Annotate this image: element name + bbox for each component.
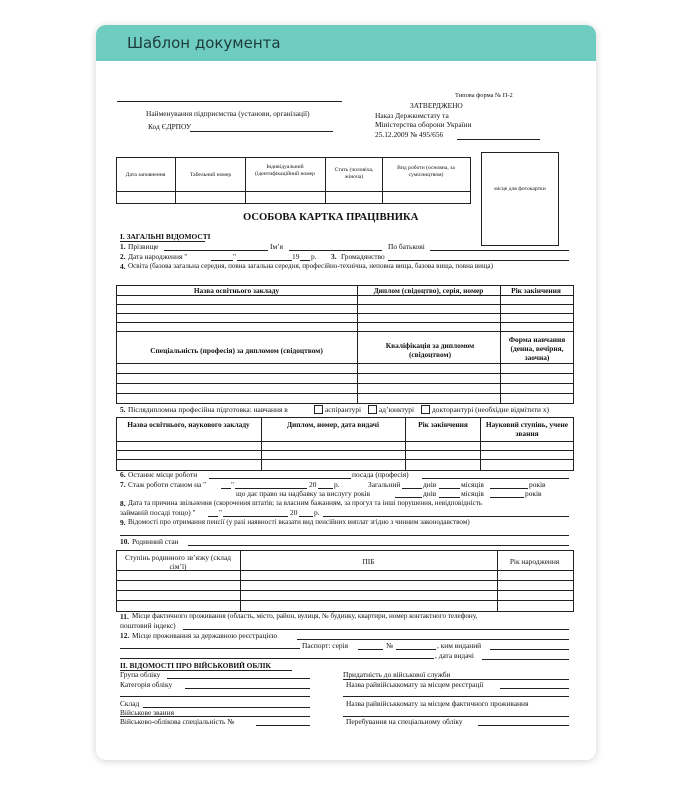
birthdate-label: Дата народження " [128,252,188,261]
top-table-header: Вид роботи (основна, за сумісництвом) [397,165,455,178]
photo-placeholder [481,152,559,246]
name-label: Ім’я [270,242,283,251]
edu-header-qualification: Кваліфікація за дипломом (свідоцтвом) [385,341,475,359]
position-label: посада (професія) [352,470,409,479]
registration-label: Місце проживання за державною реєстрацією [132,631,278,640]
order-line1: Наказ Держкомстату та [375,111,449,120]
adjunktura-label: ад’юнктурі [379,405,415,414]
doktorantura-label: докторантурі (необхідне відмітити х) [432,405,550,414]
fitness-label: Придатність до військової служби [343,670,451,679]
last-job-label: Останнє місце роботи [128,470,198,479]
postgrad-label: Післядипломна професійна підготовка: навчання в [128,405,288,414]
family-header-year: Рік народження [509,557,560,566]
pg-header-diploma: Диплом, номер, дата видачі [286,420,380,429]
top-table-header: Індивідуальний (ідентифікаційний номер [255,164,315,177]
residence-field [183,629,569,630]
edu-header-year: Рік закінчення [511,286,561,295]
order-line3: 25.12.2009 № 495/656 [375,130,444,139]
form-document: Типова форма № П-2 Найменування підприємства (установи, організації) Код ЄДРПОУ ЗАТВЕРДЖЕНО Наказ Держкомстату та Міністерства оборони України 25.12.2009 № 495/656 Дата заповнення Табельний номер Індивідуальний (ідентифікаційний номер Стать (чоловіча, жіноча) Вид роботи (основна, за сумісництвом) місце для фотокартки ОСОБОВА КАРТКА ПРАЦІВНИКА І. ЗАГАЛЬНІ ВІДОМОСТІ 1. Прізвище Ім’я По батькові 2. Дата народження " " 19 р. 3. Громадянство 4. Освіта (базова загальна середня, повна загальна середня, професійно-технічна, неповна вища, базова вища, повна вища) Назва освітнього закладу Диплом (свідоцтво), серія, номер Рік закінчення Спеціальність (професія) за дипломом (свідоцтвом) Кваліфікація за дипломом (свідоцтвом) Форма навчання (денна, вечірня, заочна) 5. Післядипломна професійна підготовка: навчання в аспірантурі ад’юнктурі докторантурі (необхідне відмітити х) Назва освітнього, наукового закладу Диплом, номер, дата видачі Рік закінчення Науковий ступінь, учене звання 6. Останнє місце роботи посада (професія) 7. Стаж роботи станом на " " 20 р. Загальний днів місяців років що дає право на надбавку за вислугу років днів місяців років 8. Дата та причина звільнення (скорочення штатів; за власним бажанням, за прогул та інші порушення, невідповідність займаній посаді тощо) " " 20 р. 9. Відомості про отримання пенсії (у разі наявності вказати вид пенсійних виплат згідно з чинним законодавством) 10. Родинний стан Ступінь родинного зв’язку (склад сім’ї) ПІБ Рік народження 11. Місце фактичного проживання (область, місто, район, вулиця, № будинку, квартири, номер контактного телефону, поштовий індекс) 12. Місце проживання за державною реєстрацією Паспорт: серія № , ким виданий , дата видачі ІІ. ВІДОМОСТІ ПРО ВІЙСЬКОВИЙ ОБЛІК Група обліку Категорія обліку Склад Військове звання Військово-облікова спеціальність № Придатність до військової служби Назва райвійськкомату за місцем реєстрації Назва райвійськкомату за місцем фактичного проживання Перебування на спеціальному обліку [0,0,682,787]
mil-category-label: Категорія обліку [120,680,173,689]
pension-field [120,535,569,536]
special-registry-label: Перебування на спеціальному обліку [346,717,463,726]
pg-header-year: Рік закінчення [418,420,468,429]
passport-series-label: Паспорт: серія [302,641,349,650]
edu-header-specialty: Спеціальність (професія) за дипломом (свідоцтвом) [150,346,323,355]
document-title: ОСОБОВА КАРТКА ПРАЦІВНИКА [243,212,419,223]
top-table-header: Дата заповнення [125,172,166,178]
form-number: Типова форма № П-2 [455,92,513,99]
enterprise-label: Найменування підприємства (установи, організації) [146,109,310,118]
mil-rank-label: Військове звання [120,708,174,717]
citizenship-label: Громадянство [341,252,385,261]
registration-field [297,639,569,640]
approved-label: ЗАТВЕРДЖЕНО [410,101,463,110]
card-title: Шаблон документа [127,34,281,52]
family-header-degree: Ступінь родинного зв’язку (склад сім’ї) [124,553,231,571]
pg-header-institution: Назва освітнього, наукового закладу [127,420,250,429]
pension-label: Відомості про отримання пенсії (у разі наявності вказати вид пенсійних виплат згідно з чинним законодавством) [128,518,470,526]
commissariat-reg-label: Назва райвійськкомату за місцем реєстрації [346,680,484,689]
edrpou-label: Код ЄДРПОУ [148,122,192,131]
commissariat-fact-label: Назва райвійськкомату за місцем фактичного проживання [346,699,529,708]
citizenship-field [388,260,569,261]
aspirantura-checkbox[interactable] [314,405,323,414]
patronymic-label: По батькові [388,242,425,251]
pg-header-degree: Науковий ступінь, учене звання [485,420,569,438]
order-line2: Міністерства оборони України [375,120,472,129]
residence-label: Місце фактичного проживання (область, місто, район, вулиця, № будинку, квартири, номер контактного телефону, [132,612,478,620]
top-table-header: Стать (чоловіча, жіноча) [334,167,374,180]
experience-label: Стаж роботи станом на " [128,480,207,489]
order-line [457,139,540,140]
section-general: І. ЗАГАЛЬНІ ВІДОМОСТІ [120,232,211,241]
enterprise-line [117,101,342,102]
general-exp-label: Загальний [368,480,401,489]
family-label: Родинний стан [132,537,179,546]
top-table-header: Табельний номер [189,172,232,178]
last-job-field [209,478,351,479]
mil-group-label: Група обліку [120,670,161,679]
section-military: ІІ. ВІДОМОСТІ ПРО ВІЙСЬКОВИЙ ОБЛІК [120,661,271,670]
edu-header-institution: Назва освітнього закладу [193,286,280,295]
edrpou-line [190,131,333,132]
issued-by-label: , ким виданий [437,641,482,650]
dismissal-label: Дата та причина звільнення (скорочення штатів; за власним бажанням, за прогул та інші порушення, невідповідність [128,499,483,507]
bonus-label: що дає право на надбавку за вислугу років [236,489,371,498]
dismissal-field [323,516,569,517]
doktorantura-checkbox[interactable] [421,405,430,414]
family-field [188,545,569,546]
surname-field [164,250,268,251]
position-field [422,478,569,479]
mil-specialty-label: Військово-облікова спеціальність № [120,717,235,726]
mil-composition-label: Склад [120,699,140,708]
name-field [289,250,382,251]
family-header-name: ПІБ [362,557,375,566]
aspirantura-label: аспірантурі [325,405,362,414]
edu-header-diploma: Диплом (свідоцтво), серія, номер [373,286,484,295]
issue-date-label: , дата видачі [435,651,474,660]
edu-header-form: Форма навчання (денна, вечірня, заочна) [508,335,566,362]
photo-label: місце для фотокартки [494,186,546,192]
education-label: Освіта (базова загальна середня, повна загальна середня, професійно-технічна, неповна вища, базова вища, повна вища) [128,262,493,270]
patronymic-field [430,250,569,251]
adjunktura-checkbox[interactable] [368,405,377,414]
surname-label: Прізвище [128,242,159,251]
